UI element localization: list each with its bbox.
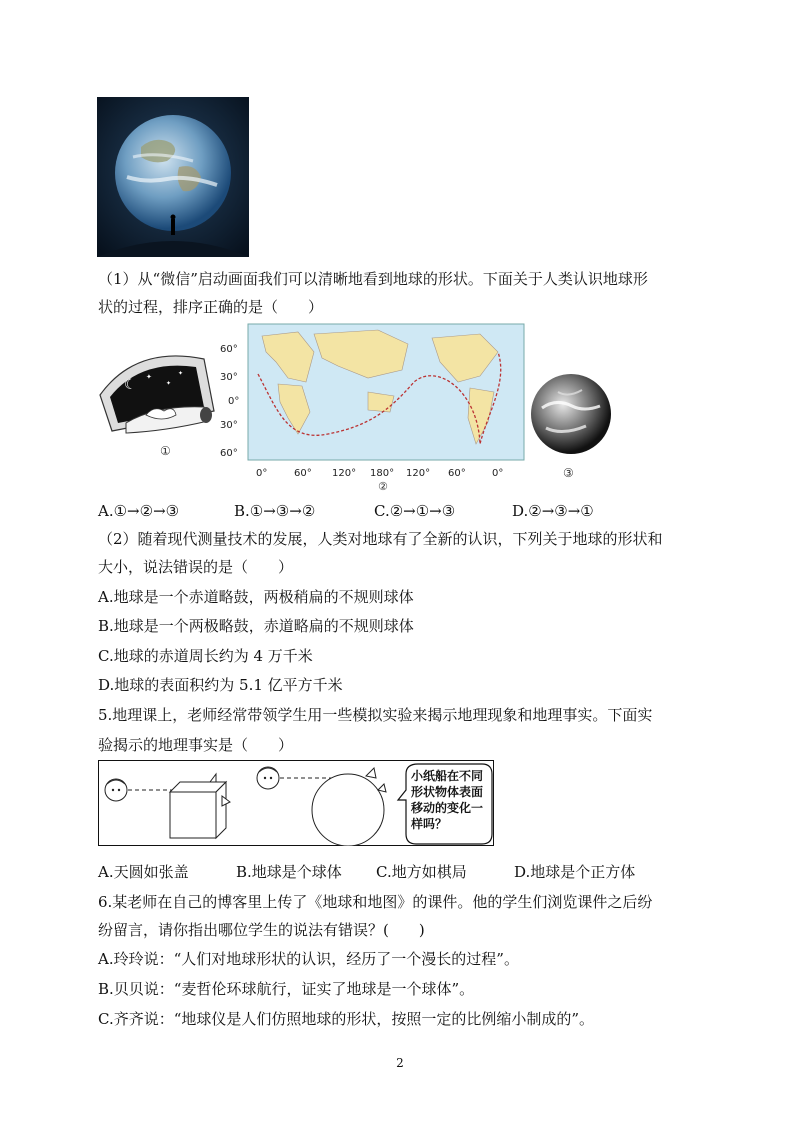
lon-tick-120w: 120°	[406, 468, 431, 479]
lat-tick-0: 0°	[228, 396, 240, 407]
q5-option-d[interactable]: D.地球是个正方体	[514, 863, 636, 881]
lon-tick-0-right: 0°	[492, 468, 504, 479]
q6-option-c[interactable]: C.齐齐说：“地球仪是人们仿照地球的形状，按照一定的比例缩小制成的”。	[98, 1010, 595, 1028]
q1-option-c[interactable]: C.②→①→③	[374, 502, 456, 520]
lat-tick-60s: 60°	[220, 448, 238, 459]
figure3-label: ③	[563, 466, 574, 480]
q2-stem-line1: （2）随着现代测量技术的发展，人类对地球有了全新的认识，下列关于地球的形状和	[98, 530, 663, 548]
bubble-line1: 小纸船在不同	[411, 769, 484, 783]
earth-wechat-photo	[97, 97, 249, 257]
q6-stem-line2: 纷留言，请你指出哪位学生的说法有错误？( )	[98, 921, 425, 939]
page-number: 2	[396, 1056, 404, 1070]
q1-option-a[interactable]: A.①→②→③	[98, 502, 180, 520]
q2-option-b[interactable]: B.地球是一个两极略鼓，赤道略扁的不规则球体	[98, 617, 414, 635]
svg-text:✦: ✦	[178, 370, 184, 377]
q6-stem-line1: 6.某老师在自己的博客里上传了《地球和地图》的课件。他的学生们浏览课件之后纷	[98, 893, 653, 911]
q2-option-a[interactable]: A.地球是一个赤道略鼓，两极稍扁的不规则球体	[98, 588, 414, 606]
q5-stem-line1: 5.地理课上，老师经常带领学生用一些模拟实验来揭示地理现象和地理事实。下面实	[98, 706, 653, 724]
q1-stem-line2: 状的过程，排序正确的是（ ）	[98, 298, 324, 316]
q5-option-b[interactable]: B.地球是个球体	[236, 863, 342, 881]
q5-stem-line2: 验揭示的地理事实是（ ）	[98, 736, 294, 754]
q1-stem-line1: （1）从“微信”启动画面我们可以清晰地看到地球的形状。下面关于人类认识地球形	[98, 270, 648, 288]
svg-text:✦: ✦	[146, 373, 152, 381]
lon-tick-0-left: 0°	[256, 468, 268, 479]
q2-option-d[interactable]: D.地球的表面积约为 5.1 亿平方千米	[98, 676, 343, 694]
lat-tick-30n: 30°	[220, 372, 238, 383]
earth-globe-figure	[528, 372, 614, 462]
bubble-line4: 样吗？	[411, 817, 448, 831]
q6-option-b[interactable]: B.贝贝说：“麦哲伦环球航行，证实了地球是一个球体”。	[98, 980, 475, 998]
bubble-line3: 移动的变化一	[411, 801, 484, 815]
paper-boat-experiment-figure	[98, 760, 704, 846]
lat-tick-30s: 30°	[220, 420, 238, 431]
q1-option-b[interactable]: B.①→③→②	[234, 502, 316, 520]
lon-tick-60w: 60°	[448, 468, 466, 479]
lon-tick-120e: 120°	[332, 468, 357, 479]
q5-option-c[interactable]: C.地方如棋局	[376, 863, 467, 881]
q6-option-a[interactable]: A.玲玲说：“人们对地球形状的认识，经历了一个漫长的过程”。	[98, 950, 519, 968]
q1-option-d[interactable]: D.②→③→①	[512, 502, 594, 520]
lat-tick-60n: 60°	[220, 344, 238, 355]
q2-stem-line2: 大小，说法错误的是（ ）	[98, 558, 294, 576]
svg-text:✦: ✦	[166, 380, 172, 387]
svg-text:☾: ☾	[124, 377, 137, 393]
figure1-label: ①	[160, 444, 171, 458]
q5-option-a[interactable]: A.天圆如张盖	[98, 863, 189, 881]
figure2-label: ②	[378, 480, 388, 492]
lon-tick-60e: 60°	[294, 468, 312, 479]
q2-option-c[interactable]: C.地球的赤道周长约为 4 万千米	[98, 647, 313, 665]
canopy-sky-figure	[96, 345, 220, 460]
bubble-line2: 形状物体表面	[411, 785, 484, 799]
lon-tick-180: 180°	[370, 468, 395, 479]
magellan-route-map	[218, 322, 528, 492]
